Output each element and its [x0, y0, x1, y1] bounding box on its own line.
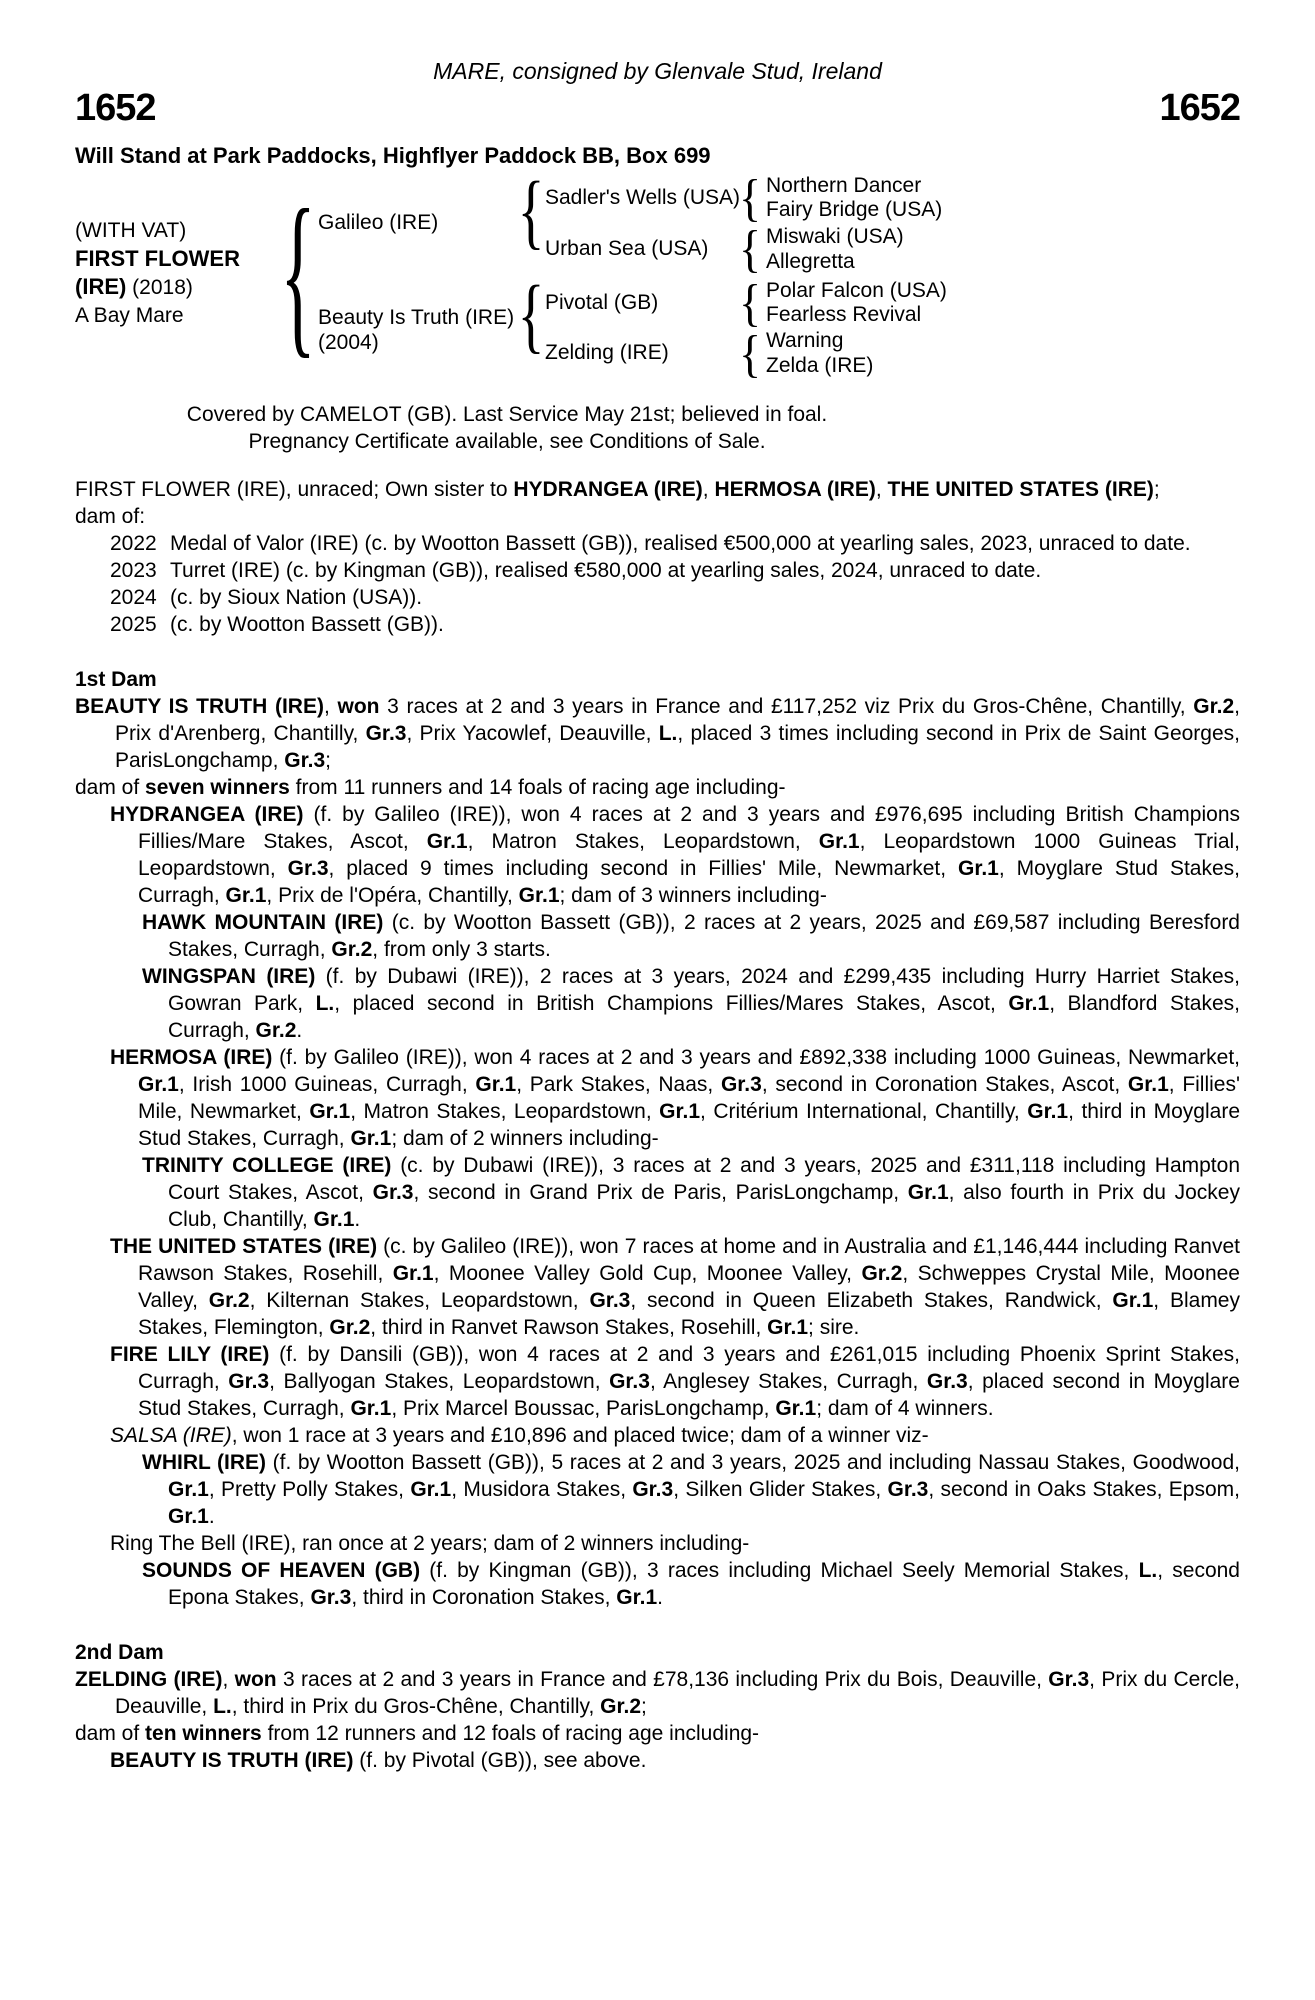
text-segment: Gr.3 — [372, 1181, 414, 1204]
text-segment: dam of — [75, 776, 146, 799]
text-segment: Gr.3 — [287, 857, 329, 880]
text-segment: SOUNDS OF HEAVEN (GB) — [142, 1559, 421, 1582]
sire-name: Galileo (IRE) — [318, 211, 439, 234]
dam-birth-year: (2004) — [318, 331, 379, 354]
text-segment: (f. by Dubawi (IRE)), 2 races at 3 years, 2024 and £299,435 including Hurry Harriet Stakes, Gowran Park, — [168, 965, 1240, 1015]
text-segment: , second in Coronation Stakes, Ascot, — [761, 1073, 1128, 1096]
text-segment: Gr.1 — [907, 1181, 949, 1204]
text-segment: WINGSPAN (IRE) — [142, 965, 316, 988]
pedigree-brace — [518, 173, 544, 251]
own-sister-note — [75, 476, 1240, 503]
text-segment: WHIRL (IRE) — [142, 1451, 267, 1474]
text-segment: Turret (IRE) (c. by Kingman (GB)), realised €580,000 at yearling sales, 2024, unraced to date. — [170, 559, 1042, 582]
subject-horse-birth-year: (2018) — [126, 276, 193, 299]
text-segment: Gr.1 — [168, 1478, 209, 1501]
text-segment: , Silken Glider Stakes, — [673, 1478, 888, 1501]
text-segment: dam of: — [75, 505, 146, 528]
text-segment: . — [208, 1505, 215, 1528]
text-segment: 2nd Dam — [75, 1641, 164, 1664]
text-segment: (c. by Wootton Bassett (GB)). — [170, 613, 444, 636]
subject-horse-block — [75, 217, 305, 330]
text-segment: (c. by Wootton Bassett (GB)), 2 races at 2 years, 2025 and £69,587 including Beresford Stakes, Curragh, — [168, 911, 1240, 961]
text-segment: , Fillies' Mile, Newmarket, — [138, 1073, 1240, 1123]
text-segment: ; dam of 4 winners. — [816, 1397, 994, 1420]
ten-winners-note — [75, 1720, 1240, 1747]
lot-number-row — [75, 89, 1240, 127]
text-segment: 3 races at 2 and 3 years in France and £117,252 viz Prix du Gros-Chêne, Chantilly, — [379, 695, 1194, 718]
text-segment: Gr.3 — [228, 1370, 270, 1393]
text-segment: Gr.1 — [1127, 1073, 1169, 1096]
text-segment: (c. by Sioux Nation (USA)). — [170, 586, 423, 609]
text-segment: , Prix du Cercle, Deauville, — [115, 1668, 1240, 1718]
text-segment: Gr.1 — [767, 1316, 809, 1339]
text-segment: , third in Coronation Stakes, — [351, 1586, 617, 1609]
text-segment: , Blamey Stakes, Flemington, — [138, 1289, 1240, 1339]
grandsire-name: Sadler's Wells (USA) — [545, 186, 740, 209]
text-segment: Gr.1 — [475, 1073, 517, 1096]
text-segment: L. — [213, 1695, 232, 1718]
text-segment: HAWK MOUNTAIN (IRE) — [142, 911, 384, 934]
text-segment: ; sire. — [808, 1316, 860, 1339]
great-grandparent-name: Northern Dancer — [766, 174, 922, 197]
text-segment: Gr.2 — [331, 938, 373, 961]
text-segment: , Prix Yacowlef, Deauville, — [406, 722, 659, 745]
produce-year: 2022 — [110, 532, 157, 555]
vat-note: (WITH VAT) — [75, 219, 187, 242]
text-segment: , placed second in Moyglare Stud Stakes, Curragh, — [138, 1370, 1240, 1420]
pregnancy-certificate-line: Pregnancy Certificate available, see Conditions of Sale. — [248, 430, 766, 453]
text-segment: won — [337, 695, 380, 718]
text-segment: , Moyglare Stud Stakes, Curragh, — [138, 857, 1240, 907]
text-segment: ; — [1153, 478, 1160, 501]
pedigree-brace — [739, 330, 761, 378]
dam-name: Beauty Is Truth (IRE) — [318, 306, 515, 329]
text-segment: FIRST FLOWER (IRE), unraced; Own sister to — [75, 478, 514, 501]
text-segment: , placed 9 times including second in Fillies' Mile, Newmarket, — [328, 857, 958, 880]
text-segment: , Leopardstown 1000 Guineas Trial, Leopardstown, — [138, 830, 1240, 880]
pedigree-brace — [739, 174, 761, 222]
pedigree-brace — [285, 191, 311, 359]
text-segment: ten winners — [145, 1722, 262, 1745]
text-segment: (c. by Dubawi (IRE)), 3 races at 2 and 3 years, 2025 and £311,118 including Hampton Court Stakes, Ascot, — [168, 1154, 1241, 1204]
stand-location: Will Stand at Park Paddocks, Highflyer Paddock BB, Box 699 — [75, 143, 711, 168]
text-segment: Gr.1 — [1112, 1289, 1154, 1312]
produce-year: 2023 — [110, 559, 157, 582]
text-segment: ; — [325, 749, 331, 772]
text-segment: Gr.1 — [775, 1397, 817, 1420]
text-segment: 1st Dam — [75, 668, 157, 691]
text-segment: (c. by Galileo (IRE)), won 7 races at home and in Australia and £1,146,444 including Ranvet Rawson Stakes, Rosehill, — [138, 1235, 1240, 1285]
covering-line: Covered by CAMELOT (GB). Last Service May 21st; believed in foal. — [186, 403, 828, 426]
text-segment: Gr.3 — [720, 1073, 762, 1096]
subject-horse-name: FIRST FLOWER — [75, 246, 240, 271]
text-segment: , Pretty Polly Stakes, — [208, 1478, 411, 1501]
great-grandparent-name: Fearless Revival — [766, 303, 922, 326]
produce-record-2022 — [75, 530, 1240, 557]
text-segment: TRINITY COLLEGE (IRE) — [142, 1154, 392, 1177]
text-segment: Gr.1 — [616, 1586, 658, 1609]
text-segment: , from only 3 starts. — [372, 938, 551, 961]
seven-winners-note — [75, 774, 1240, 801]
great-grandparent-name: Warning — [766, 329, 844, 352]
lot-number-right: 1652 — [1159, 87, 1240, 129]
dam-block — [318, 305, 514, 355]
beauty-is-truth-entry — [75, 693, 1240, 774]
text-segment: HYDRANGEA (IRE) — [513, 478, 703, 501]
text-segment: , placed 3 times including second in Prix de Saint Georges, ParisLongchamp, — [115, 722, 1240, 772]
subject-horse-year-line — [75, 273, 305, 302]
dam-of-label — [75, 503, 1240, 530]
text-segment: (f. by Pivotal (GB)), see above. — [353, 1749, 647, 1772]
subject-horse-suffix: (IRE) — [75, 274, 127, 299]
great-grandparent-name: Allegretta — [766, 250, 855, 273]
text-segment: . — [354, 1208, 361, 1231]
text-segment: from 11 runners and 14 foals of racing age including- — [289, 776, 786, 799]
text-segment: , Anglesey Stakes, Curragh, — [649, 1370, 927, 1393]
text-segment: ; dam of 3 winners including- — [559, 884, 827, 907]
produce-year: 2025 — [110, 613, 157, 636]
salsa-entry — [75, 1422, 1240, 1449]
text-segment: , — [875, 478, 888, 501]
text-segment: , third in Prix du Gros-Chêne, Chantilly, — [231, 1695, 601, 1718]
text-segment: Gr.2 — [208, 1289, 250, 1312]
text-segment: Gr.3 — [609, 1370, 650, 1393]
text-segment: ZELDING (IRE) — [75, 1668, 223, 1691]
text-segment: , also fourth in Prix du Jockey Club, Chantilly, — [168, 1181, 1240, 1231]
text-segment: THE UNITED STATES (IRE) — [887, 478, 1154, 501]
text-segment: THE UNITED STATES (IRE) — [110, 1235, 378, 1258]
grandsire-name: Pivotal (GB) — [545, 291, 659, 314]
text-segment: , third in Moyglare Stud Stakes, Curragh, — [138, 1100, 1240, 1150]
text-segment: Gr.3 — [310, 1586, 352, 1609]
covering-details — [75, 401, 939, 455]
sounds-of-heaven-entry — [75, 1557, 1240, 1611]
granddam-name: Zelding (IRE) — [545, 341, 669, 364]
text-segment: SALSA (IRE) — [110, 1424, 232, 1447]
text-segment: , second in Oaks Stakes, Epsom, — [928, 1478, 1240, 1501]
text-segment: , Park Stakes, Naas, — [516, 1073, 721, 1096]
ring-the-bell-entry — [75, 1530, 1240, 1557]
text-segment: , — [222, 1668, 235, 1691]
produce-record-2024 — [75, 584, 1240, 611]
text-segment: Gr.3 — [365, 722, 407, 745]
text-segment: (f. by Kingman (GB)), 3 races including Michael Seely Memorial Stakes, — [420, 1559, 1139, 1582]
text-segment: Gr.1 — [225, 884, 267, 907]
text-segment: , Prix Marcel Boussac, ParisLongchamp, — [391, 1397, 776, 1420]
consignment-line: MARE, consigned by Glenvale Stud, Ireland — [433, 58, 882, 84]
subject-horse-description: A Bay Mare — [75, 304, 184, 327]
text-segment: , placed second in British Champions Fillies/Mares Stakes, Ascot, — [334, 992, 1009, 1015]
text-segment: (f. by Dansili (GB)), won 4 races at 2 and 3 years and £261,015 including Phoenix Sprint Stakes, Curragh, — [138, 1343, 1241, 1393]
text-segment: Gr.1 — [350, 1127, 392, 1150]
pedigree-brace — [739, 225, 761, 273]
lot-number-left: 1652 — [75, 87, 156, 129]
text-segment: Gr.2 — [861, 1262, 903, 1285]
great-grandparent-name: Miswaki (USA) — [766, 225, 904, 248]
text-segment: . — [657, 1586, 664, 1609]
text-segment: 3 races at 2 and 3 years in France and £78,136 including Prix du Bois, Deauville, — [276, 1668, 1049, 1691]
text-segment: ; dam of 2 winners including- — [391, 1127, 659, 1150]
text-segment: , second in Queen Elizabeth Stakes, Randwick, — [630, 1289, 1113, 1312]
produce-record-2023 — [75, 557, 1240, 584]
text-segment: BEAUTY IS TRUTH (IRE) — [110, 1749, 354, 1772]
produce-year: 2024 — [110, 586, 157, 609]
text-segment: FIRE LILY (IRE) — [110, 1343, 270, 1366]
text-segment: Gr.2 — [1193, 695, 1235, 718]
great-grandparent-name: Fairy Bridge (USA) — [766, 198, 943, 221]
text-segment: , Schweppes Crystal Mile, Moonee Valley, — [138, 1262, 1240, 1312]
text-segment: Gr.1 — [958, 857, 999, 880]
text-segment: Medal of Valor (IRE) (c. by Wootton Bassett (GB)), realised €500,000 at yearling sales, 2023, unraced to date. — [170, 532, 1191, 555]
text-segment: Gr.1 — [1027, 1100, 1069, 1123]
text-segment: Gr.3 — [1048, 1668, 1090, 1691]
great-grandparent-name: Zelda (IRE) — [766, 354, 874, 377]
hawk-mountain-entry — [75, 909, 1240, 963]
text-segment: Gr.2 — [600, 1695, 642, 1718]
second-dam-heading — [75, 1639, 1240, 1666]
text-segment: , Irish 1000 Guineas, Curragh, — [178, 1073, 476, 1096]
text-segment: Gr.3 — [926, 1370, 968, 1393]
text-segment: L. — [658, 722, 678, 745]
wingspan-entry — [75, 963, 1240, 1044]
text-segment: Gr.3 — [284, 749, 326, 772]
text-segment: , — [702, 478, 715, 501]
text-segment: , Blandford Stakes, Curragh, — [168, 992, 1240, 1042]
first-dam-heading — [75, 666, 1240, 693]
text-segment: , Moonee Valley Gold Cup, Moonee Valley, — [433, 1262, 862, 1285]
fire-lily-entry — [75, 1341, 1240, 1422]
granddam-name: Urban Sea (USA) — [545, 237, 709, 260]
text-segment: ; — [641, 1695, 647, 1718]
text-segment: (f. by Wootton Bassett (GB)), 5 races at 2 and 3 years, 2025 and including Nassau Stakes, Goodwood, — [266, 1451, 1240, 1474]
text-segment: , Kilternan Stakes, Leopardstown, — [249, 1289, 590, 1312]
text-segment: L. — [1138, 1559, 1158, 1582]
text-segment: , second Epona Stakes, — [168, 1559, 1240, 1609]
text-segment: Gr.1 — [518, 884, 560, 907]
great-grandparent-name: Polar Falcon (USA) — [766, 279, 947, 302]
text-segment: Gr.1 — [392, 1262, 434, 1285]
text-segment: Ring The Bell (IRE), ran once at 2 years; dam of 2 winners including- — [110, 1532, 750, 1555]
text-segment: Gr.1 — [410, 1478, 452, 1501]
text-segment: from 12 runners and 12 foals of racing age including- — [261, 1722, 760, 1745]
whirl-entry — [75, 1449, 1240, 1530]
text-segment: seven winners — [145, 776, 290, 799]
text-segment: , — [323, 695, 338, 718]
text-segment: Gr.1 — [309, 1100, 351, 1123]
text-segment: Gr.1 — [1008, 992, 1050, 1015]
text-segment: BEAUTY IS TRUTH (IRE) — [75, 695, 324, 718]
text-segment: Gr.1 — [313, 1208, 355, 1231]
text-segment: (f. by Galileo (IRE)), won 4 races at 2 and 3 years and £892,338 including 1000 Guineas, Newmarket, — [272, 1046, 1240, 1069]
text-segment: , second in Grand Prix de Paris, ParisLongchamp, — [413, 1181, 908, 1204]
text-segment: L. — [315, 992, 335, 1015]
trinity-college-entry — [75, 1152, 1240, 1233]
text-segment: won — [234, 1668, 277, 1691]
produce-record-2025 — [75, 611, 1240, 638]
text-segment: , Critérium International, Chantilly, — [700, 1100, 1028, 1123]
text-segment: Gr.1 — [426, 830, 468, 853]
hydrangea-entry — [75, 801, 1240, 909]
text-segment: HYDRANGEA (IRE) — [110, 803, 304, 826]
text-segment: Gr.3 — [887, 1478, 929, 1501]
text-segment: Gr.1 — [659, 1100, 701, 1123]
text-segment: , won 1 race at 3 years and £10,896 and placed twice; dam of a winner viz- — [231, 1424, 929, 1447]
text-segment: Gr.1 — [168, 1505, 209, 1528]
text-segment: Gr.1 — [138, 1073, 179, 1096]
text-segment: Gr.3 — [589, 1289, 631, 1312]
hermosa-entry — [75, 1044, 1240, 1152]
pedigree-brace — [739, 279, 761, 327]
text-segment: (f. by Galileo (IRE)), won 4 races at 2 and 3 years and £976,695 including British Champions Fillies/Mare Stakes, Ascot, — [138, 803, 1240, 853]
text-segment: , third in Ranvet Rawson Stakes, Rosehill, — [370, 1316, 768, 1339]
text-segment: , Musidora Stakes, — [451, 1478, 633, 1501]
beauty-is-truth-see-above — [75, 1747, 1240, 1774]
text-segment: HERMOSA (IRE) — [714, 478, 876, 501]
text-segment: , Matron Stakes, Leopardstown, — [350, 1100, 660, 1123]
text-segment: , Prix de l'Opéra, Chantilly, — [266, 884, 519, 907]
text-segment: , Matron Stakes, Leopardstown, — [467, 830, 819, 853]
text-segment: , Ballyogan Stakes, Leopardstown, — [269, 1370, 610, 1393]
the-united-states-entry — [75, 1233, 1240, 1341]
zelding-entry — [75, 1666, 1240, 1720]
text-segment: dam of — [75, 1722, 146, 1745]
text-segment: Gr.1 — [818, 830, 860, 853]
text-segment: , Prix d'Arenberg, Chantilly, — [115, 695, 1241, 745]
catalog-body — [75, 476, 1240, 1774]
text-segment: Gr.2 — [329, 1316, 371, 1339]
pedigree-chart — [75, 169, 1240, 397]
text-segment: HERMOSA (IRE) — [110, 1046, 273, 1069]
text-segment: Gr.2 — [255, 1019, 297, 1042]
text-segment: Gr.3 — [632, 1478, 674, 1501]
text-segment: . — [296, 1019, 303, 1042]
text-segment: Gr.1 — [350, 1397, 392, 1420]
pedigree-brace — [518, 277, 544, 355]
